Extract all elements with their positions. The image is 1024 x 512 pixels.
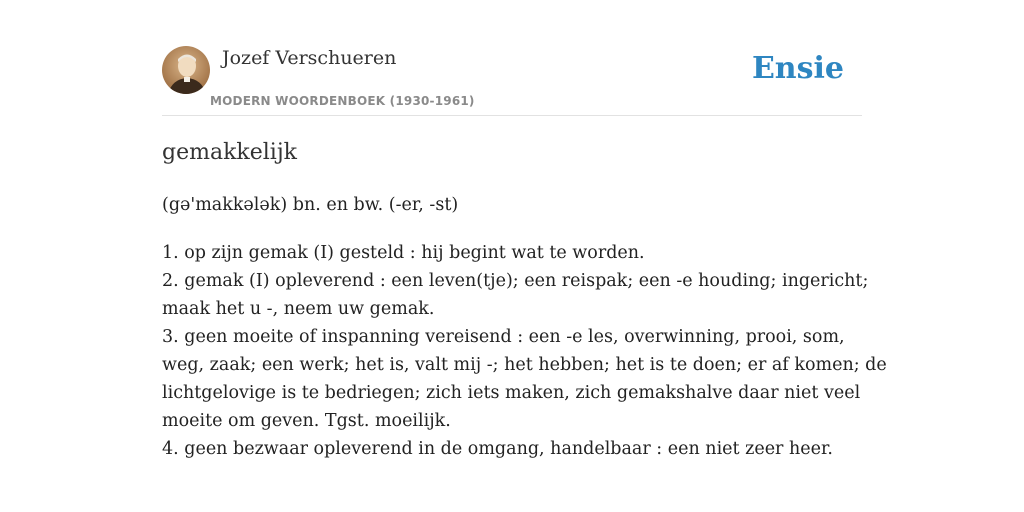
definition-line: maak het u -, neem uw gemak. <box>162 299 435 319</box>
ensie-logo[interactable]: Ensie <box>751 51 844 86</box>
definition-line: 2. gemak (I) opleverend : een leven(tje); een reispak; een -e houding; ingericht; <box>162 271 869 291</box>
entry-pronunciation: (gə'makkələk) bn. en bw. (-er, -st) <box>162 195 459 215</box>
entry-headword: gemakkelijk <box>162 140 297 165</box>
author-avatar[interactable] <box>162 46 210 94</box>
definition-line: moeite om geven. Tgst. moeilijk. <box>162 411 451 431</box>
source-title[interactable]: MODERN WOORDENBOEK (1930-1961) <box>210 94 475 108</box>
definition-line: 3. geen moeite of inspanning vereisend : een -e les, overwinning, prooi, som, <box>162 327 845 347</box>
definition-line: lichtgelovige is te bedriegen; zich iets maken, zich gemakshalve daar niet veel <box>162 383 861 403</box>
definition-line: 1. op zijn gemak (I) gesteld : hij begint wat te worden. <box>162 243 645 263</box>
entry-definition <box>162 239 887 463</box>
definition-line: 4. geen bezwaar opleverend in de omgang, handelbaar : een niet zeer heer. <box>162 439 833 459</box>
author-portrait-icon <box>162 46 210 94</box>
author-name[interactable]: Jozef Verschueren <box>222 47 397 69</box>
page-header <box>162 44 862 116</box>
definition-line: weg, zaak; een werk; het is, valt mij -; het hebben; het is te doen; er af komen; de <box>162 355 887 375</box>
